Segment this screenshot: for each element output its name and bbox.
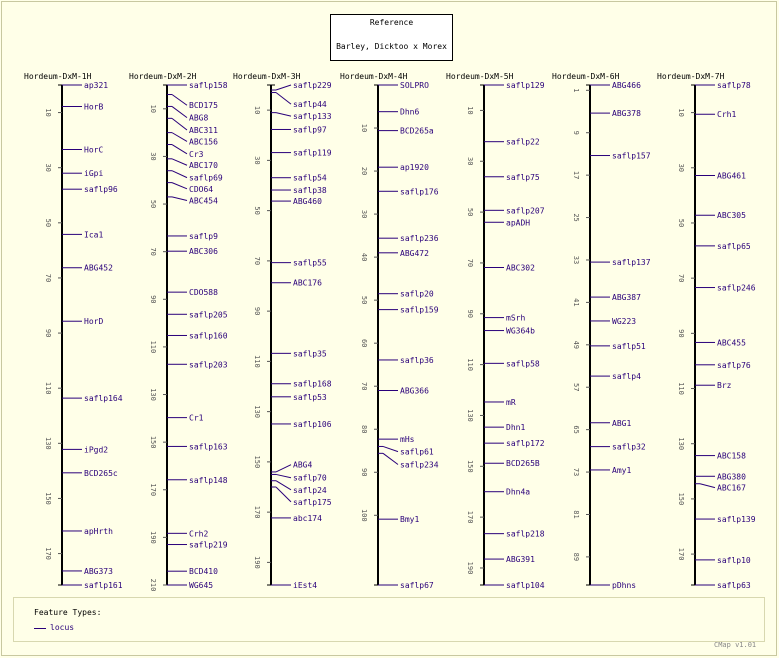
map-title: Hordeum-DxM-3H: [233, 72, 301, 81]
axis-tick-label: 10: [253, 105, 261, 115]
axis-tick-label: 49: [572, 340, 580, 350]
map-title: Hordeum-DxM-4H: [340, 72, 408, 81]
axis-tick-label: 210: [149, 578, 157, 592]
locus-label: saflp54: [293, 173, 327, 183]
map-title: Hordeum-DxM-2H: [129, 72, 197, 81]
locus-connector: [276, 465, 291, 472]
locus-label: saflp61: [400, 447, 434, 457]
locus-label: saflp20: [400, 289, 434, 299]
axis-tick-label: 170: [44, 547, 52, 560]
locus-label: ABC158: [717, 451, 746, 461]
locus-label: ap321: [84, 81, 109, 90]
locus-label: iGpi: [84, 169, 104, 179]
locus-connector: [276, 93, 291, 105]
locus-label: Crh2: [189, 529, 209, 539]
axis-tick-label: 70: [466, 258, 474, 268]
axis-tick-label: 30: [44, 163, 52, 172]
legend-item-locus: locus: [50, 623, 75, 632]
locus-label: ABC454: [189, 196, 218, 206]
locus-label: saflp163: [189, 442, 228, 452]
map-title: Hordeum-DxM-1H: [24, 72, 92, 81]
axis-tick-label: 150: [466, 459, 474, 473]
legend-title: Feature Types:: [34, 608, 102, 617]
axis-tick-label: 50: [360, 295, 368, 305]
locus-label: ABG373: [84, 566, 113, 576]
locus-label: saflp161: [84, 581, 123, 590]
locus-label: saflp76: [717, 360, 751, 370]
axis-tick-label: 70: [360, 381, 368, 391]
locus-connector: [276, 85, 291, 90]
axis-tick-label: 130: [466, 409, 474, 422]
axis-tick-label: 10: [677, 108, 685, 117]
locus-label: saflp246: [717, 283, 756, 293]
axis-tick-label: 150: [44, 492, 52, 505]
axis-tick-label: 30: [466, 157, 474, 166]
locus-label: Brz: [717, 381, 732, 391]
axis-tick-label: 110: [466, 358, 474, 371]
locus-connector: [172, 197, 187, 201]
locus-label: saflp75: [506, 172, 540, 182]
locus-label: ap1920: [400, 163, 429, 173]
locus-label: ABG391: [506, 555, 535, 565]
axis-tick-label: 70: [677, 273, 685, 283]
locus-label: SOLPRO: [400, 81, 429, 90]
locus-label: Amy1: [612, 465, 632, 475]
locus-connector: [172, 183, 187, 189]
map-title: Hordeum-DxM-5H: [446, 72, 514, 81]
locus-label: mHs: [400, 435, 415, 445]
locus-label: ABC311: [189, 126, 218, 135]
axis-tick-label: 30: [360, 209, 368, 219]
axis-tick-label: 190: [149, 531, 157, 544]
axis-tick-label: 70: [253, 256, 261, 266]
locus-label: Ica1: [84, 230, 104, 240]
locus-label: pDhns: [612, 581, 637, 590]
axis-tick-label: 89: [572, 552, 580, 562]
locus-label: ABC306: [189, 247, 218, 257]
locus-label: saflp44: [293, 100, 327, 110]
axis-tick-label: 130: [44, 436, 52, 450]
locus-label: saflp229: [293, 81, 332, 90]
locus-label: saflp160: [189, 331, 228, 341]
locus-label: saflp234: [400, 460, 439, 470]
locus-label: saflp55: [293, 258, 327, 268]
axis-tick-label: 110: [44, 381, 52, 395]
locus-label: Dhn1: [506, 423, 526, 433]
locus-label: WG223: [612, 316, 637, 326]
locus-label: saflp38: [293, 186, 327, 196]
axis-tick-label: 70: [44, 273, 52, 283]
axis-tick-label: 10: [149, 104, 157, 114]
axis-tick-label: 130: [677, 437, 685, 451]
locus-connector: [700, 484, 715, 488]
axis-tick-label: 150: [677, 492, 685, 506]
version-label: CMap v1.01: [714, 641, 757, 649]
locus-connector: [276, 113, 291, 117]
locus-label: saflp164: [84, 394, 123, 404]
locus-connector: [276, 474, 291, 477]
axis-tick-label: 100: [360, 508, 368, 522]
axis-tick-label: 130: [149, 388, 157, 401]
axis-tick-label: 50: [677, 218, 685, 228]
axis-tick-label: 90: [360, 468, 368, 477]
locus-label: saflp106: [293, 419, 332, 429]
axis-tick-label: 110: [677, 382, 685, 395]
axis-tick-label: 90: [253, 306, 261, 316]
locus-label: saflp133: [293, 112, 332, 122]
axis-tick-label: 110: [253, 355, 261, 368]
axis-tick-label: 130: [253, 405, 261, 418]
locus-label: saflp65: [717, 241, 751, 251]
locus-label: ABC156: [189, 137, 218, 147]
locus-label: ABC305: [717, 211, 746, 221]
locus-label: ABG1: [612, 418, 632, 428]
locus-label: saflp158: [189, 81, 228, 90]
locus-label: ABG460: [293, 197, 322, 207]
locus-label: ABG378: [612, 109, 641, 119]
locus-label: CDO588: [189, 288, 218, 298]
locus-label: saflp69: [189, 173, 223, 183]
locus-label: saflp9: [189, 231, 218, 241]
locus-label: Dhn6: [400, 107, 420, 117]
locus-label: saflp36: [400, 355, 434, 365]
locus-label: saflp119: [293, 148, 332, 158]
locus-label: saflp4: [612, 372, 641, 382]
axis-tick-label: 9: [572, 130, 580, 135]
axis-tick-label: 50: [466, 207, 474, 217]
locus-label: apHrth: [84, 526, 113, 536]
axis-tick-label: 150: [253, 455, 261, 469]
locus-connector: [383, 453, 398, 464]
locus-label: BCD265a: [400, 126, 434, 136]
axis-tick-label: 81: [572, 510, 580, 519]
locus-label: iPgd2: [84, 445, 109, 455]
locus-connector: [276, 487, 291, 502]
locus-label: WG645: [189, 581, 214, 590]
axis-tick-label: 170: [466, 510, 474, 524]
locus-label: mR: [506, 397, 516, 407]
locus-label: saflp24: [293, 485, 327, 495]
locus-label: saflp139: [717, 515, 756, 525]
locus-connector: [383, 446, 398, 451]
locus-connector: [172, 145, 187, 154]
locus-connector: [172, 95, 187, 106]
locus-label: abc174: [293, 513, 322, 523]
locus-label: saflp203: [189, 360, 228, 370]
locus-label: BCD265c: [84, 468, 118, 478]
axis-tick-label: 30: [253, 156, 261, 165]
legend-locus-line-icon: [34, 628, 46, 629]
locus-label: saflp148: [189, 475, 228, 485]
axis-tick-label: 30: [149, 152, 157, 161]
axis-tick-label: 60: [360, 338, 368, 348]
axis-tick-label: 190: [253, 556, 261, 569]
locus-label: HorB: [84, 102, 104, 112]
axis-tick-label: 80: [360, 425, 368, 434]
locus-label: ABG387: [612, 293, 641, 303]
locus-label: ABG8: [189, 113, 209, 123]
reference-subtitle: Barley, Dicktoo x Morex: [336, 42, 447, 51]
axis-tick-label: 10: [360, 123, 368, 133]
locus-label: saflp53: [293, 392, 327, 402]
axis-tick-label: 25: [572, 213, 580, 222]
locus-label: mSrh: [506, 313, 526, 323]
locus-label: saflp51: [612, 341, 646, 351]
locus-label: saflp78: [717, 81, 751, 90]
locus-label: HorC: [84, 145, 104, 155]
locus-label: Dhn4a: [506, 487, 531, 497]
axis-tick-label: 90: [466, 309, 474, 318]
map-title: Hordeum-DxM-7H: [657, 72, 725, 81]
axis-tick-label: 10: [44, 108, 52, 117]
locus-label: HorD: [84, 317, 104, 327]
locus-label: Cr1: [189, 413, 204, 423]
locus-label: saflp205: [189, 310, 228, 320]
locus-label: ABG380: [717, 472, 746, 482]
axis-tick-label: 57: [572, 383, 580, 392]
axis-tick-label: 170: [253, 505, 261, 519]
locus-connector: [172, 118, 187, 130]
axis-tick-label: 50: [253, 206, 261, 215]
locus-label: saflp176: [400, 187, 439, 197]
locus-label: saflp67: [400, 581, 434, 590]
locus-label: saflp175: [293, 497, 332, 507]
axis-tick-label: 10: [466, 106, 474, 115]
locus-label: BCD265B: [506, 459, 540, 469]
locus-label: BCD175: [189, 101, 218, 111]
axis-tick-label: 50: [149, 199, 157, 209]
axis-tick-label: 70: [149, 247, 157, 256]
locus-label: ABG461: [717, 171, 746, 181]
locus-label: saflp10: [717, 555, 751, 565]
locus-label: saflp129: [506, 81, 545, 90]
locus-label: WG364b: [506, 326, 535, 336]
axis-tick-label: 1: [572, 88, 580, 93]
locus-label: saflp70: [293, 473, 327, 483]
legend-box: [13, 597, 765, 642]
locus-label: saflp58: [506, 359, 540, 369]
locus-label: saflp32: [612, 442, 646, 452]
locus-label: ABC302: [506, 263, 535, 273]
locus-label: saflp96: [84, 185, 118, 195]
locus-label: saflp172: [506, 439, 545, 449]
locus-label: Cr3: [189, 149, 204, 159]
axis-tick-label: 17: [572, 170, 580, 180]
axis-tick-label: 90: [677, 329, 685, 338]
locus-label: saflp219: [189, 540, 228, 550]
locus-label: saflp35: [293, 349, 327, 359]
locus-label: saflp159: [400, 305, 439, 315]
axis-tick-label: 30: [677, 163, 685, 173]
locus-label: saflp22: [506, 137, 540, 147]
locus-label: BCD410: [189, 567, 218, 577]
locus-label: ABC167: [717, 483, 746, 493]
axis-tick-label: 90: [44, 328, 52, 338]
axis-tick-label: 50: [44, 218, 52, 228]
locus-label: saflp218: [506, 529, 545, 539]
locus-label: apADH: [506, 218, 531, 228]
map-title: Hordeum-DxM-6H: [552, 72, 620, 81]
locus-connector: [276, 481, 291, 490]
locus-label: Crh1: [717, 110, 737, 120]
locus-label: saflp157: [612, 151, 651, 161]
axis-tick-label: 33: [572, 255, 580, 265]
axis-tick-label: 110: [149, 340, 157, 354]
locus-label: CDO64: [189, 184, 214, 194]
axis-tick-label: 190: [466, 561, 474, 575]
axis-tick-label: 41: [572, 298, 580, 307]
locus-label: ABG4: [293, 460, 313, 470]
locus-label: saflp104: [506, 581, 545, 590]
locus-label: saflp137: [612, 258, 651, 268]
axis-tick-label: 40: [360, 252, 368, 262]
locus-label: saflp63: [717, 581, 751, 590]
locus-connector: [172, 171, 187, 178]
locus-label: saflp168: [293, 379, 332, 389]
locus-connector: [172, 133, 187, 142]
locus-label: ABC170: [189, 161, 218, 171]
locus-label: ABC176: [293, 278, 322, 288]
locus-label: saflp236: [400, 234, 439, 244]
axis-tick-label: 65: [572, 425, 580, 434]
reference-title: Reference: [369, 18, 414, 27]
locus-label: Bmy1: [400, 515, 420, 525]
axis-tick-label: 150: [149, 435, 157, 449]
locus-connector: [172, 159, 187, 165]
locus-label: ABG452: [84, 263, 113, 273]
locus-label: iEst4: [293, 581, 318, 590]
locus-label: ABG366: [400, 386, 429, 396]
locus-label: saflp207: [506, 206, 545, 216]
locus-label: ABG466: [612, 81, 641, 90]
axis-tick-label: 90: [149, 295, 157, 304]
locus-connector: [172, 106, 187, 117]
locus-label: saflp97: [293, 125, 327, 135]
locus-label: ABC455: [717, 338, 746, 348]
axis-tick-label: 170: [149, 483, 157, 497]
axis-tick-label: 170: [677, 547, 685, 561]
axis-tick-label: 20: [360, 166, 368, 176]
locus-label: ABG472: [400, 248, 429, 258]
axis-tick-label: 73: [572, 467, 580, 477]
